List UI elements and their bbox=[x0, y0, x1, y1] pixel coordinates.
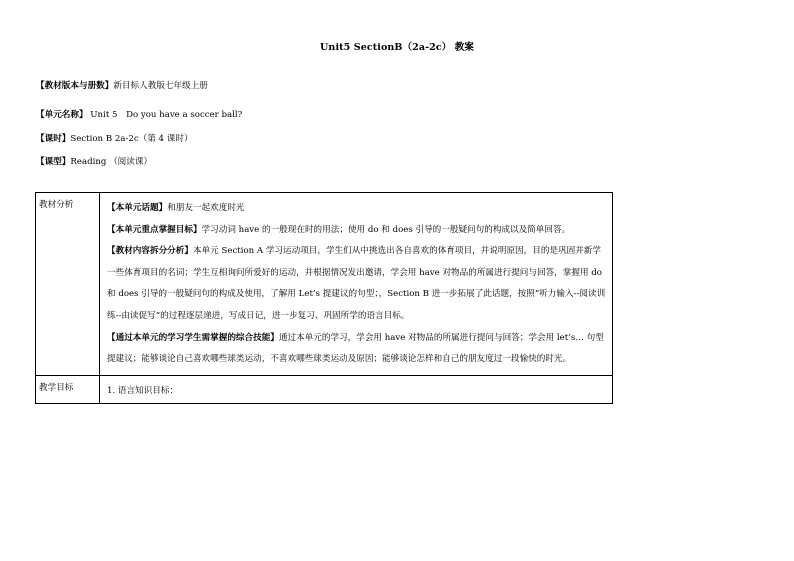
paragraph-heading: 【本单元重点掌握目标】 bbox=[107, 224, 202, 235]
document-title: Unit5 SectionB（2a-2c） 教案 bbox=[320, 42, 474, 53]
row-label: 教学目标 bbox=[36, 375, 100, 404]
table-row-material-analysis bbox=[36, 193, 613, 376]
meta-value: Section B 2a-2c（第 4 课时） bbox=[70, 134, 193, 144]
lesson-plan-table bbox=[35, 192, 613, 404]
row-label: 教材分析 bbox=[36, 193, 100, 376]
key-objectives-paragraph bbox=[107, 220, 608, 242]
meta-textbook-edition bbox=[36, 79, 208, 91]
paragraph-text: 1. 语言知识目标： bbox=[107, 385, 179, 396]
content-analysis-paragraph bbox=[107, 241, 608, 327]
meta-value: Reading （阅读课） bbox=[70, 157, 153, 167]
paragraph-text: 本单元 Section A 学习运动项目，学生们从中挑选出各自喜欢的体育项目，并说明原因，目的是巩固并新学一些体育项目的名词；学生互相询问所爱好的运动，并根据情况发出邀请，学会用 have 对物品的所属进行提问与回答，掌握用 do 和 does 引导的一般疑问句的构成及使用，了解用 Let’s 提建议的句型；，Section B 进一步拓展了此话题，按照“听力输入--阅读训练--由读促写”的过程逐层递进，写成日记，进一步复习、巩固所学的语言目标。 bbox=[107, 246, 606, 321]
table-row-teaching-objectives bbox=[36, 375, 613, 404]
paragraph-text: 和朋友一起欢度时光 bbox=[167, 203, 245, 213]
topic-paragraph bbox=[107, 198, 608, 220]
row-content bbox=[100, 375, 613, 404]
meta-label: 【单元名称】 bbox=[36, 110, 88, 120]
meta-unit-name bbox=[36, 108, 242, 120]
meta-value: Unit 5 Do you have a soccer ball? bbox=[87, 110, 243, 120]
objective-item bbox=[107, 381, 608, 403]
row-content bbox=[100, 193, 613, 376]
meta-value: 新目标人教版七年级上册 bbox=[113, 81, 208, 91]
meta-lesson-period bbox=[36, 132, 193, 144]
meta-lesson-type bbox=[36, 155, 152, 167]
meta-label: 【课型】 bbox=[36, 157, 71, 167]
skills-paragraph bbox=[107, 328, 608, 371]
meta-label: 【教材版本与册数】 bbox=[36, 81, 114, 91]
paragraph-heading: 【通过本单元的学习学生需掌握的综合技能】 bbox=[107, 332, 279, 343]
paragraph-text: 通过本单元的学习，学会用 have 对物品的所属进行提问与回答；学会用 let’s… 句型提建议；能够谈论自己喜欢哪些球类运动，不喜欢哪些球类运动及原因；能够谈论怎样和自己的朋友度过一段愉快的时光。 bbox=[107, 332, 604, 365]
paragraph-heading: 【本单元话题】 bbox=[107, 203, 168, 213]
paragraph-heading: 【教材内容拆分分析】 bbox=[107, 246, 193, 257]
meta-label: 【课时】 bbox=[36, 134, 71, 144]
paragraph-text: 学习动词 have 的一般现在时的用法；使用 do 和 does 引导的一般疑问句的构成以及简单回答。 bbox=[201, 224, 571, 235]
